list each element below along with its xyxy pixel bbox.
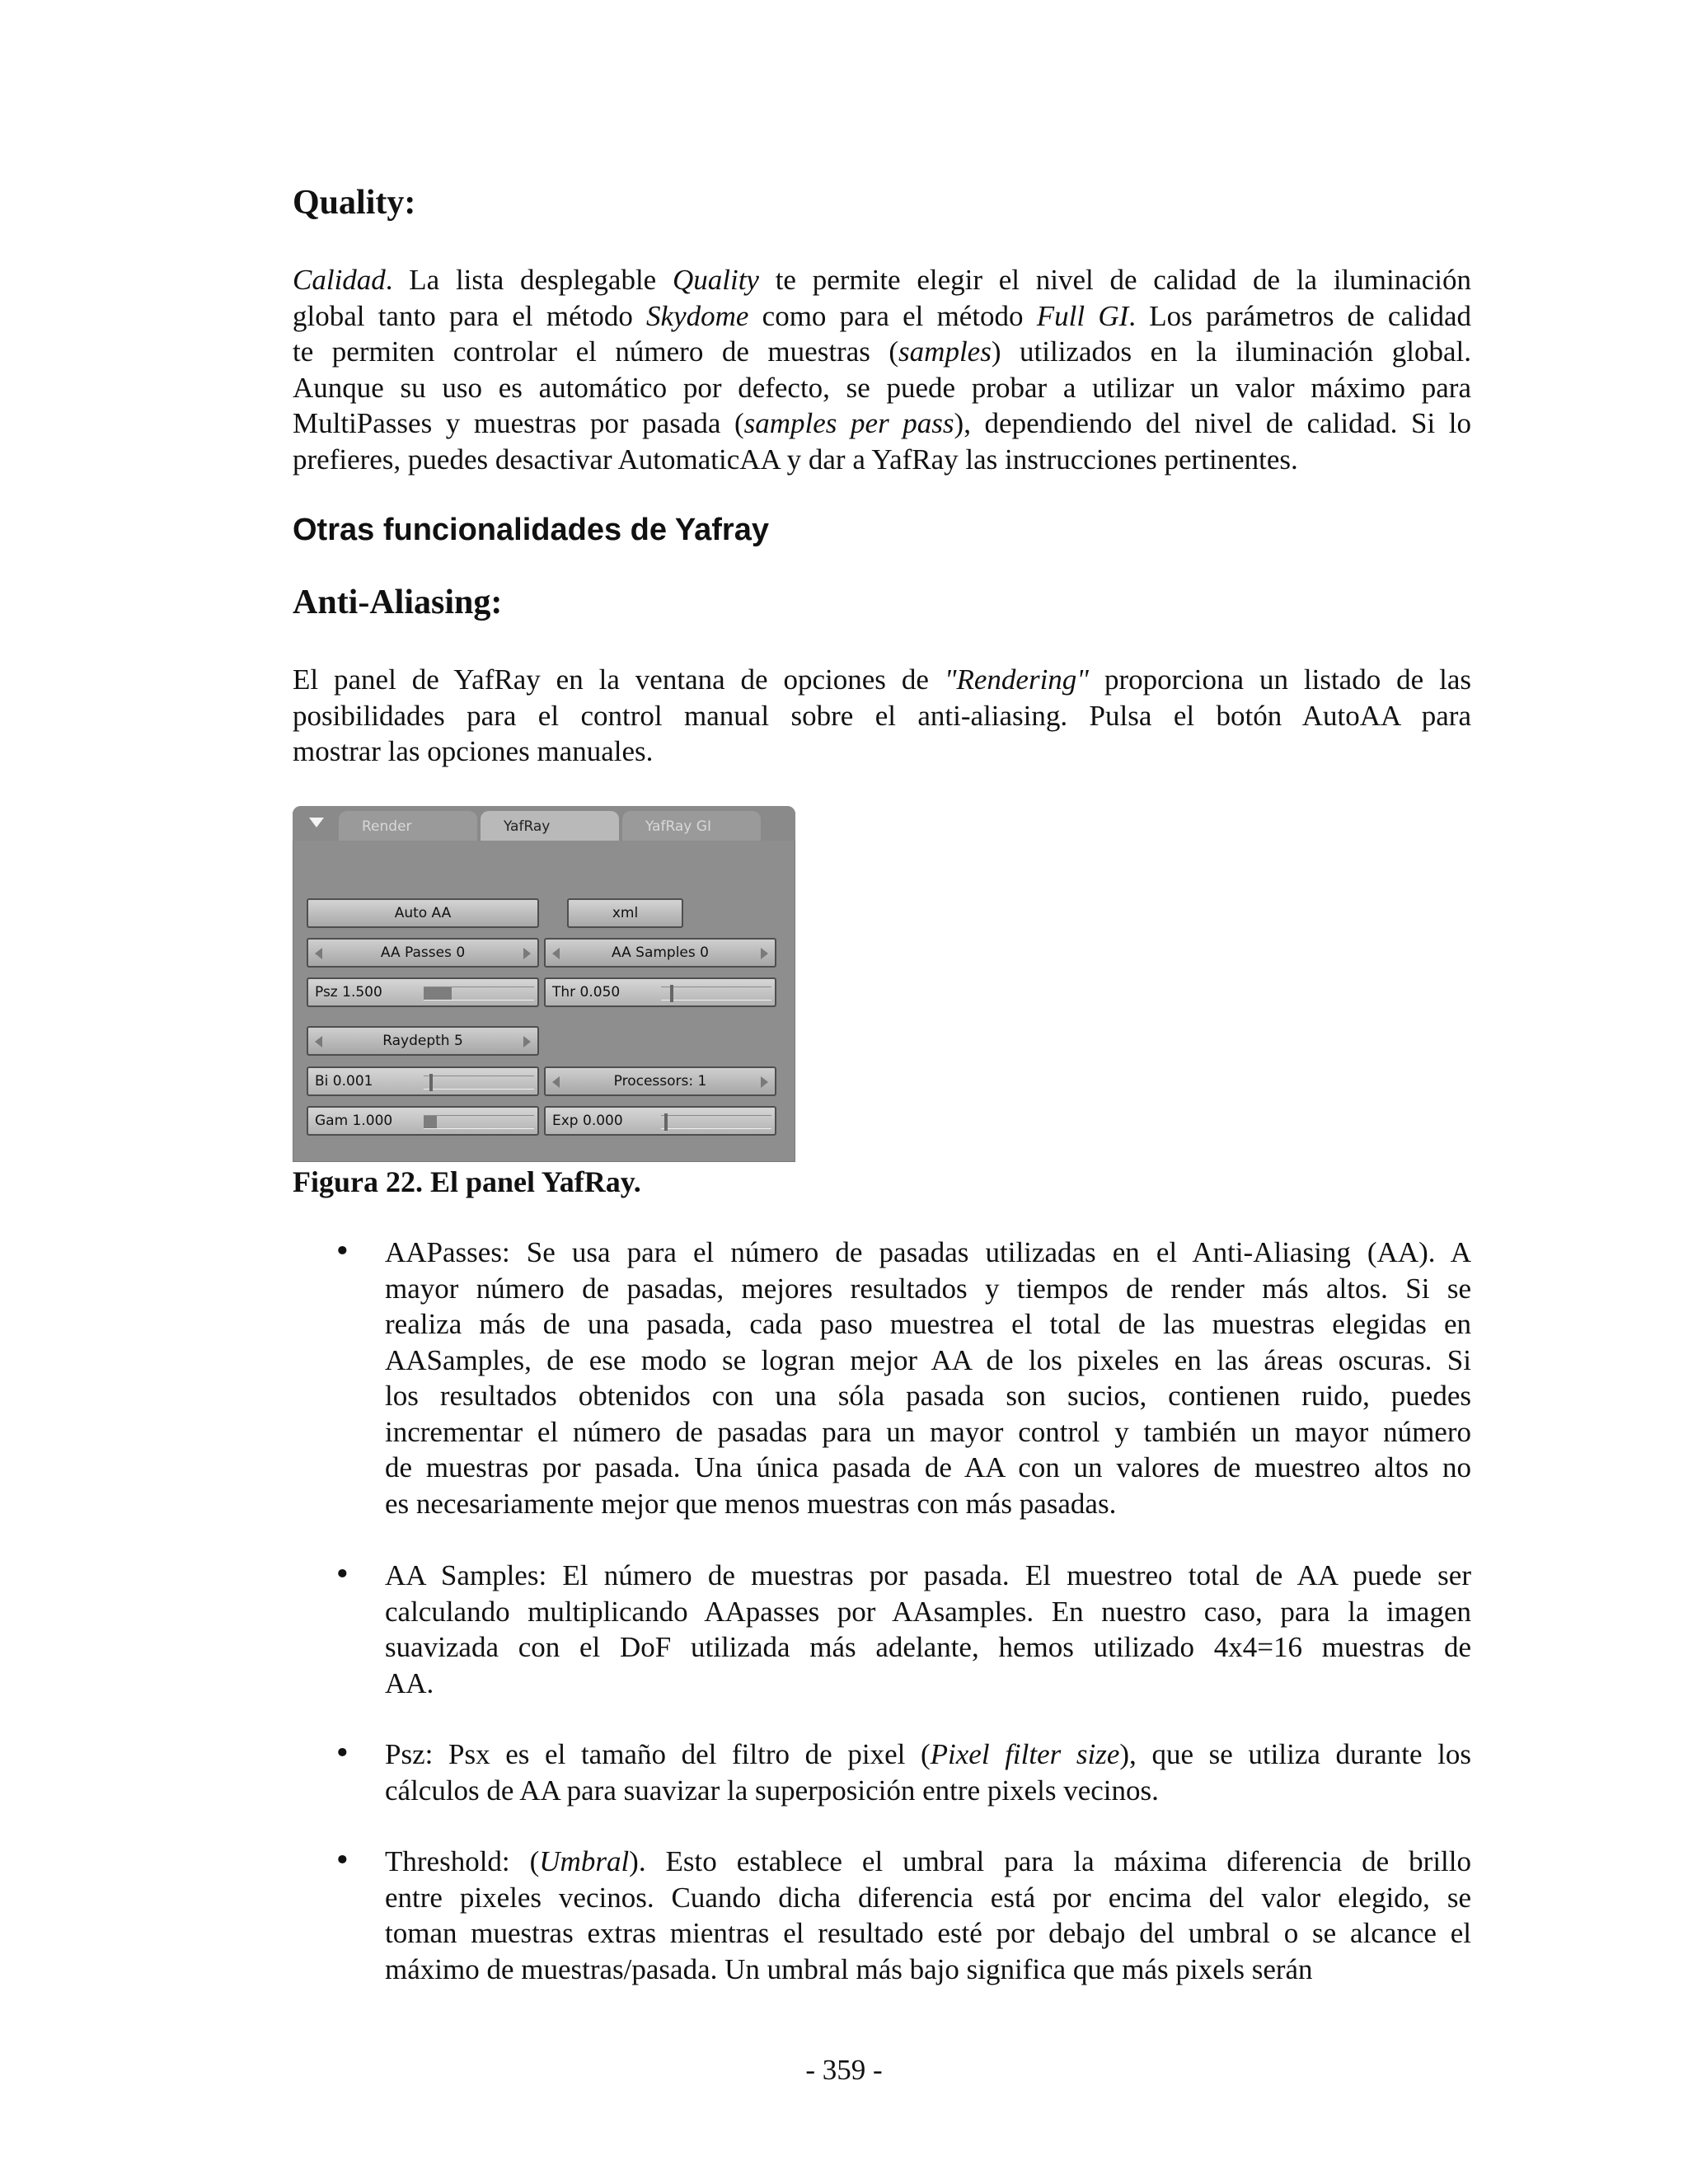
slider-knob[interactable]	[429, 1074, 433, 1091]
text-line: de muestras por pasada. Una única pasada de AA con un valores de muestreo altos no	[385, 1451, 1471, 1483]
bullet-text	[385, 1736, 1471, 1808]
tab-yafray[interactable]: YafRay	[481, 811, 619, 841]
bi-slider[interactable]	[307, 1066, 539, 1096]
raydepth-field[interactable]	[307, 1026, 539, 1056]
aa-samples-field[interactable]	[544, 938, 776, 968]
raydepth-label: Raydepth 5	[382, 1033, 463, 1049]
quality-paragraph	[293, 262, 1471, 477]
xml-button[interactable]: xml	[567, 898, 683, 928]
bullet-icon: •	[334, 1844, 351, 1877]
psz-slider[interactable]	[307, 977, 539, 1007]
quality-heading: Quality:	[293, 184, 416, 222]
text-line: El panel de YafRay en la ventana de opciones de "Rendering" proporciona un listado de las	[293, 663, 1471, 696]
text-line: máximo de muestras/pasada. Un umbral más bajo significa que más pixels serán	[385, 1952, 1313, 1985]
antialiasing-paragraph	[293, 662, 1471, 770]
aa-samples-label: AA Samples 0	[612, 944, 709, 961]
bullet-icon: •	[334, 1235, 351, 1268]
processors-label: Processors: 1	[613, 1073, 707, 1090]
increment-arrow-icon[interactable]	[761, 948, 768, 959]
text-line: toman muestras extras mientras el resultado esté por debajo del umbral o se alcance el	[385, 1917, 1471, 1949]
bullet-text	[385, 1235, 1471, 1521]
exp-slider[interactable]	[544, 1106, 776, 1136]
aa-passes-label: AA Passes 0	[380, 944, 466, 961]
slider-knob[interactable]	[664, 1113, 668, 1131]
exp-label: Exp 0.000	[552, 1113, 623, 1129]
antialiasing-heading: Anti-Aliasing:	[293, 583, 503, 621]
slider-track	[661, 1115, 771, 1129]
slider-track	[661, 987, 771, 1001]
text-line: prefieres, puedes desactivar AutomaticAA y dar a YafRay las instrucciones pertinentes.	[293, 443, 1298, 476]
thr-label: Thr 0.050	[552, 984, 621, 1001]
text-line: posibilidades para el control manual sobre el anti-aliasing. Pulsa el botón AutoAA para	[293, 699, 1471, 732]
text-line: es necesariamente mejor que menos muestras con más pasadas.	[385, 1487, 1117, 1520]
slider-track	[424, 1115, 534, 1129]
collapse-triangle-icon[interactable]	[309, 818, 324, 827]
text-line: Aunque su uso es automático por defecto, se puede probar a utilizar un valor máximo para	[293, 371, 1471, 404]
increment-arrow-icon[interactable]	[523, 948, 531, 959]
psz-label: Psz 1.500	[315, 984, 382, 1001]
slider-knob[interactable]	[670, 985, 673, 1002]
gam-label: Gam 1.000	[315, 1113, 393, 1129]
text-line: te permiten controlar el número de muestras (samples) utilizados en la iluminación global.	[293, 335, 1471, 368]
text-line: entre pixeles vecinos. Cuando dicha diferencia está por encima del valor elegido, se	[385, 1881, 1471, 1914]
increment-arrow-icon[interactable]	[761, 1076, 768, 1088]
slider-fill	[424, 987, 452, 1000]
text-line: cálculos de AA para suavizar la superposición entre pixels vecinos.	[385, 1774, 1159, 1807]
bullet-text	[385, 1844, 1471, 1987]
text-line: incrementar el número de pasadas para un mayor control y también un mayor número	[385, 1415, 1471, 1448]
decrement-arrow-icon[interactable]	[315, 1036, 322, 1047]
gam-slider[interactable]	[307, 1106, 539, 1136]
slider-fill	[424, 1116, 437, 1128]
bullet-icon: •	[334, 1737, 351, 1770]
bi-label: Bi 0.001	[315, 1073, 373, 1090]
text-line: realiza más de una pasada, cada paso muestrea el total de las muestras elegidas en	[385, 1308, 1471, 1340]
page-number: - 359 -	[805, 2054, 883, 2086]
thr-slider[interactable]	[544, 977, 776, 1007]
decrement-arrow-icon[interactable]	[552, 1076, 560, 1088]
text-line: Psz: Psx es el tamaño del filtro de pixel (Pixel filter size), que se utiliza durante los	[385, 1738, 1471, 1770]
decrement-arrow-icon[interactable]	[552, 948, 560, 959]
text-line: mostrar las opciones manuales.	[293, 735, 654, 767]
text-line: calculando multiplicando AApasses por AAsamples. En nuestro caso, para la imagen	[385, 1595, 1471, 1628]
auto-aa-button[interactable]: Auto AA	[307, 898, 539, 928]
tab-render[interactable]: Render	[339, 811, 477, 841]
slider-track	[424, 1076, 534, 1090]
yafray-panel	[293, 806, 795, 1162]
aa-passes-field[interactable]	[307, 938, 539, 968]
text-line: los resultados obtenidos con una sóla pasada son sucios, contienen ruido, puedes	[385, 1380, 1471, 1412]
text-line: AA.	[385, 1666, 434, 1699]
text-line: mayor número de pasadas, mejores resultados y tiempos de render más altos. Si se	[385, 1272, 1471, 1305]
panel-tab-bar	[293, 806, 795, 841]
text-line: AASamples, de ese modo se logran mejor AA de los pixeles en las áreas oscuras. Si	[385, 1343, 1471, 1376]
text-line: AAPasses: Se usa para el número de pasadas utilizadas en el Anti-Aliasing (AA). A	[385, 1236, 1471, 1268]
text-line: suavizada con el DoF utilizada más adelante, hemos utilizado 4x4=16 muestras de	[385, 1631, 1471, 1663]
section-heading: Otras funcionalidades de Yafray	[293, 513, 769, 547]
text-line: Calidad. La lista desplegable Quality te permite elegir el nivel de calidad de la iluminación	[293, 264, 1472, 296]
processors-field[interactable]	[544, 1066, 776, 1096]
text-line: AA Samples: El número de muestras por pasada. El muestreo total de AA puede ser	[385, 1559, 1471, 1591]
text-line: global tanto para el método Skydome como para el método Full GI. Los parámetros de calidad	[293, 299, 1471, 332]
bullet-text	[385, 1558, 1471, 1701]
figure-caption: Figura 22. El panel YafRay.	[293, 1165, 641, 1198]
text-line: MultiPasses y muestras por pasada (samples per pass), dependiendo del nivel de calidad. Si lo	[293, 407, 1471, 439]
bullet-icon: •	[334, 1558, 351, 1591]
decrement-arrow-icon[interactable]	[315, 948, 322, 959]
tab-yafray-gi[interactable]: YafRay GI	[622, 811, 761, 841]
slider-track	[424, 987, 534, 1001]
text-line: Threshold: (Umbral). Esto establece el umbral para la máxima diferencia de brillo	[385, 1845, 1471, 1877]
increment-arrow-icon[interactable]	[523, 1036, 531, 1047]
